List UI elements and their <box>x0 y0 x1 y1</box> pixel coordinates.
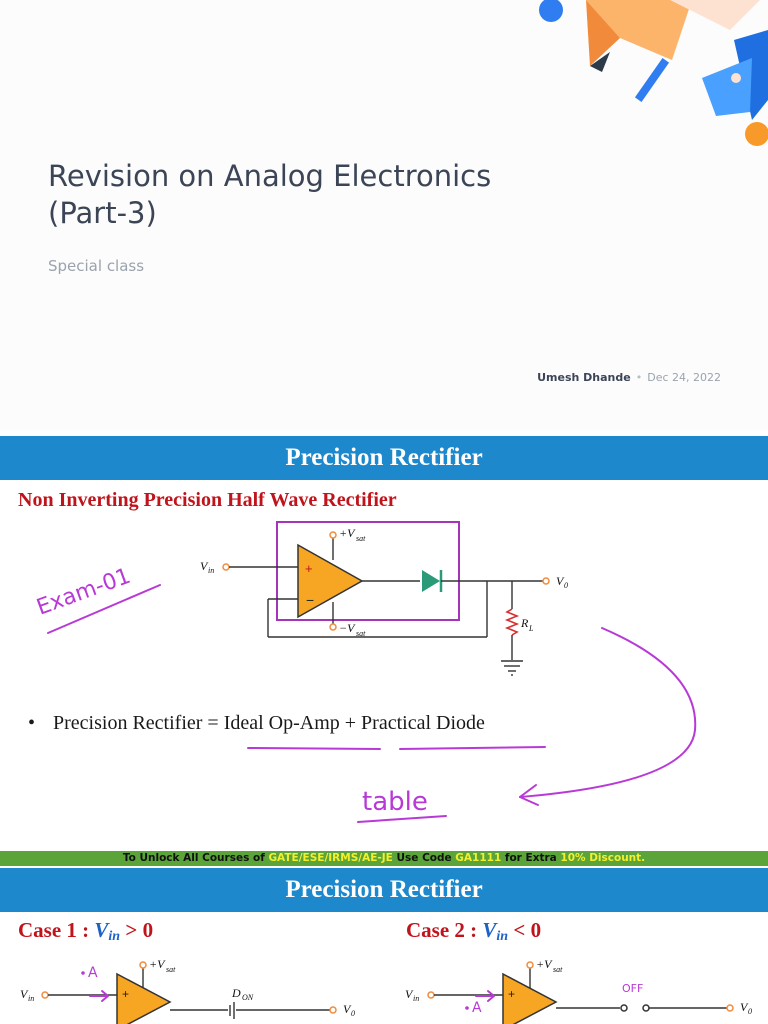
promo-text-2: Use Code <box>392 852 456 864</box>
svg-text:in: in <box>413 994 420 1003</box>
stationery-illustration <box>520 0 768 160</box>
svg-text:in: in <box>28 994 35 1003</box>
subtitle: Special class <box>48 257 145 275</box>
bullet-icon: • <box>28 712 36 734</box>
note-off: OFF <box>622 982 644 995</box>
svg-text:+V: +V <box>339 526 355 540</box>
svg-text:−V: −V <box>339 621 355 635</box>
title-line-2: (Part-3) <box>48 196 157 230</box>
vin-label: V <box>200 559 208 573</box>
svg-text:in: in <box>208 566 215 575</box>
bullet-text: Precision Rectifier = Ideal Op-Amp + Practical Diode <box>53 712 485 734</box>
svg-text:sat: sat <box>356 534 366 543</box>
note-a-case1: A <box>88 965 98 981</box>
promo-code: GA1111 <box>455 852 502 864</box>
svg-text:R: R <box>521 616 529 630</box>
section-heading: Non Inverting Precision Half Wave Rectifier <box>18 489 397 511</box>
author-name[interactable]: Umesh Dhande <box>537 371 631 384</box>
case-2-heading: Case 2 : $V_{in} < 0$ <box>406 918 542 944</box>
promo-bar[interactable] <box>0 851 768 866</box>
bottom-note: table <box>362 787 428 817</box>
svg-text:0: 0 <box>351 1009 355 1018</box>
promo-text-3: for Extra <box>501 852 561 864</box>
publish-date: Dec 24, 2022 <box>647 371 721 384</box>
svg-text:+V: +V <box>536 957 552 971</box>
case-circuits <box>0 950 768 1024</box>
svg-text:V: V <box>740 1000 748 1014</box>
svg-text:V: V <box>20 987 28 1001</box>
handwritten-annotations <box>0 515 768 835</box>
arrow-curve <box>520 628 695 797</box>
promo-discount: 10% Discount. <box>560 852 646 864</box>
svg-text:V: V <box>405 987 413 1001</box>
svg-text:+: + <box>122 987 130 1001</box>
svg-text:V: V <box>343 1002 351 1016</box>
svg-text:D: D <box>232 986 241 1000</box>
note-a-case2: A <box>472 1000 482 1016</box>
svg-text:+V: +V <box>149 957 165 971</box>
title-line-1: Revision on Analog Electronics <box>48 159 492 193</box>
svg-text:+: + <box>305 561 313 576</box>
svg-text:L: L <box>529 624 534 633</box>
side-note: Exam-01 <box>33 563 134 621</box>
slide-banner-2: Precision Rectifier <box>0 868 768 912</box>
case-1-heading: Case 1 : $V_{in} > 0$ <box>18 918 154 944</box>
promo-text-1: To Unlock All Courses of <box>122 852 269 864</box>
vo-label: V <box>556 574 564 588</box>
slide-banner-1: Precision Rectifier <box>0 436 768 480</box>
svg-text:0: 0 <box>748 1007 752 1016</box>
cover-slide <box>0 0 768 430</box>
separator-dot: • <box>635 371 643 384</box>
promo-exams: GATE/ESE/IRMS/AE-JE <box>268 852 393 864</box>
svg-text:sat: sat <box>356 629 366 638</box>
byline <box>537 371 721 384</box>
svg-text:sat: sat <box>553 965 563 974</box>
svg-text:−: − <box>306 592 315 608</box>
svg-text:+: + <box>508 987 516 1001</box>
svg-text:0: 0 <box>564 581 568 590</box>
svg-text:ON: ON <box>242 993 254 1002</box>
page-title <box>48 158 568 232</box>
svg-text:sat: sat <box>166 965 176 974</box>
